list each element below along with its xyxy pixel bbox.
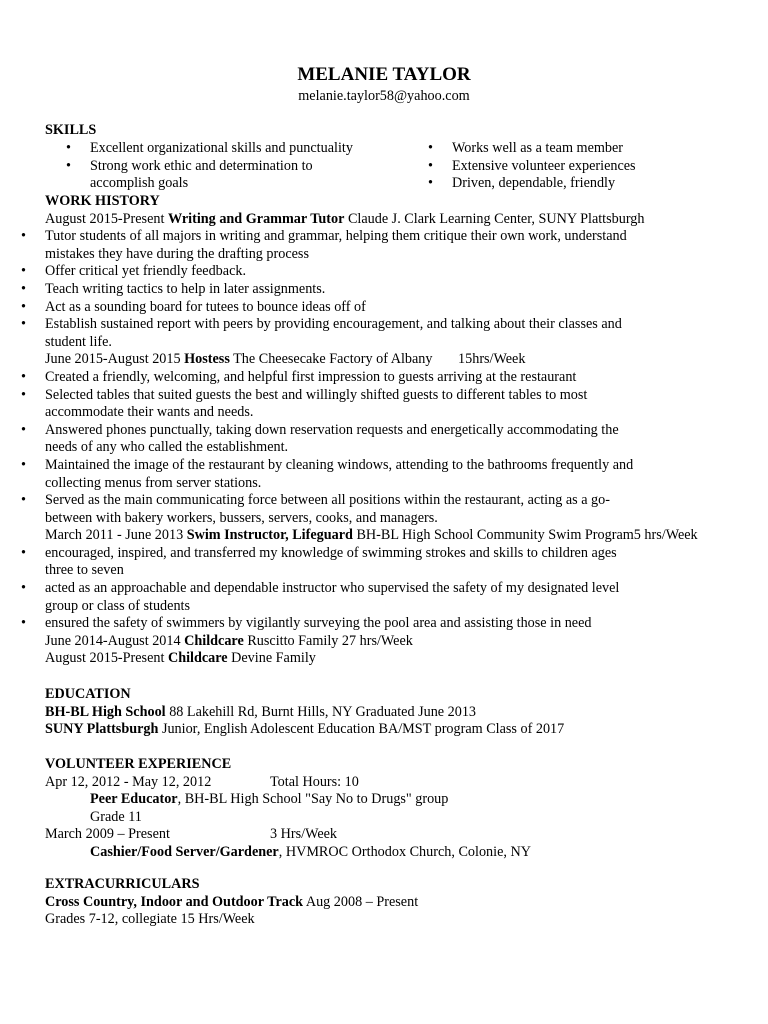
volunteer-hours: 3 Hrs/Week [270, 826, 338, 843]
volunteer-extra: Grade 11 [90, 808, 142, 825]
candidate-email: melanie.taylor58@yahoo.com [298, 88, 470, 104]
extracurriculars-section [45, 876, 735, 929]
extracurricular-item [45, 894, 735, 912]
skills-list-left [90, 140, 380, 193]
job-bullets [45, 545, 645, 633]
skill-item: • Driven, dependable, friendly [452, 175, 702, 193]
job-entry [45, 633, 735, 651]
skill-item: • Strong work ethic and determination to accomplish goals [90, 158, 330, 193]
skill-item: • Extensive volunteer experiences [452, 158, 702, 176]
volunteer-org: , HVMROC Orthodox Church, Colonie, NY [278, 843, 531, 860]
candidate-name: MELANIE TAYLOR [297, 64, 471, 85]
job-dates: March 2011 - June 2013 [45, 527, 184, 544]
volunteer-dates: Apr 12, 2012 - May 12, 2012 [45, 773, 212, 790]
job-title: Hostess [184, 351, 230, 368]
activity-dates: Aug 2008 – Present [305, 893, 419, 910]
volunteer-heading: VOLUNTEER EXPERIENCE [45, 756, 232, 772]
job-org: Claude J. Clark Learning Center, SUNY Plattsburgh [347, 210, 645, 227]
job-bullet: • Establish sustained report with peers by providing encouragement, and talking about their classes and student life. [45, 316, 645, 351]
job-entry [45, 650, 735, 668]
job-hours: 15hrs/Week [458, 351, 526, 368]
job-dates: August 2015-Present [45, 210, 165, 227]
job-bullet: • Act as a sounding board for tutees to bounce ideas off of [45, 299, 645, 317]
job-org: Devine Family [231, 650, 316, 667]
job-bullets [45, 369, 645, 527]
job-bullets [45, 228, 645, 351]
job-title: Childcare [167, 650, 228, 667]
volunteer-section [45, 756, 735, 862]
job-org: BH-BL High School Community Swim Program5 hrs/Week [356, 527, 698, 544]
volunteer-org: , BH-BL High School "Say No to Drugs" group [177, 791, 449, 808]
work-history-heading: WORK HISTORY [45, 193, 160, 209]
job-bullet: • Served as the main communicating force between all positions within the restaurant, acting as a go-between with bakery workers, bussers, servers, cooks, and managers. [45, 492, 645, 527]
volunteer-dates-row [45, 826, 735, 844]
education-heading: EDUCATION [45, 686, 131, 702]
school-name: SUNY Plattsburgh [45, 721, 159, 738]
volunteer-dates: March 2009 – Present [45, 826, 170, 843]
skill-item: • Works well as a team member [452, 140, 702, 158]
volunteer-role: Cashier/Food Server/Gardener [90, 843, 279, 860]
volunteer-role-row [45, 791, 735, 809]
job-entry [45, 211, 735, 229]
activity-detail: Grades 7-12, collegiate 15 Hrs/Week [45, 911, 255, 928]
volunteer-dates-row [45, 774, 735, 792]
job-title: Childcare [184, 632, 244, 649]
job-bullet: • Selected tables that suited guests the best and willingly shifted guests to different tables to most accommodate their wants and needs. [45, 387, 645, 422]
job-title: Writing and Grammar Tutor [167, 210, 345, 227]
education-item [45, 721, 735, 739]
extracurriculars-heading: EXTRACURRICULARS [45, 876, 200, 892]
job-org: The Cheesecake Factory of Albany [233, 351, 433, 368]
job-bullet: • Tutor students of all majors in writing and grammar, helping them critique their own work, understand mistakes they have during the drafting process [45, 228, 645, 263]
work-history-section [45, 193, 735, 668]
job-bullet: • encouraged, inspired, and transferred my knowledge of swimming strokes and skills to children ages three to seven [45, 545, 645, 580]
job-dates: June 2014-August 2014 [45, 632, 181, 649]
job-org: Ruscitto Family 27 hrs/Week [247, 632, 413, 649]
skills-heading: SKILLS [45, 122, 97, 138]
volunteer-role-row [45, 844, 735, 862]
activity-name: Cross Country, Indoor and Outdoor Track [45, 893, 304, 910]
job-entry [45, 351, 735, 369]
education-section [45, 686, 735, 739]
school-detail: 88 Lakehill Rd, Burnt Hills, NY Graduated June 2013 [169, 703, 477, 720]
job-bullet: • Teach writing tactics to help in later assignments. [45, 281, 645, 299]
school-name: BH-BL High School [45, 703, 166, 720]
job-bullet: • Created a friendly, welcoming, and helpful first impression to guests arriving at the restaurant [45, 369, 645, 387]
job-bullet: • acted as an approachable and dependable instructor who supervised the safety of my designated level group or class of students [45, 580, 645, 615]
school-detail: Junior, English Adolescent Education BA/MST program Class of 2017 [161, 721, 565, 738]
job-dates: June 2015-August 2015 [45, 351, 181, 368]
skills-list-right [452, 140, 702, 193]
volunteer-hours: Total Hours: 10 [270, 773, 359, 790]
skill-item: • Excellent organizational skills and punctuality [90, 140, 380, 158]
job-entry [45, 527, 735, 545]
job-title: Swim Instructor, Lifeguard [186, 527, 353, 544]
volunteer-role: Peer Educator [90, 791, 178, 808]
job-bullet: • Answered phones punctually, taking down reservation requests and energetically accommodating the needs of any who called the establishment. [45, 422, 645, 457]
job-bullet: • Maintained the image of the restaurant by cleaning windows, attending to the bathrooms frequently and collecting menus from server stations. [45, 457, 645, 492]
job-bullet: • ensured the safety of swimmers by vigilantly surveying the pool area and assisting those in need [45, 615, 645, 633]
education-item [45, 704, 735, 722]
job-dates: August 2015-Present [45, 650, 165, 667]
job-bullet: • Offer critical yet friendly feedback. [45, 263, 645, 281]
